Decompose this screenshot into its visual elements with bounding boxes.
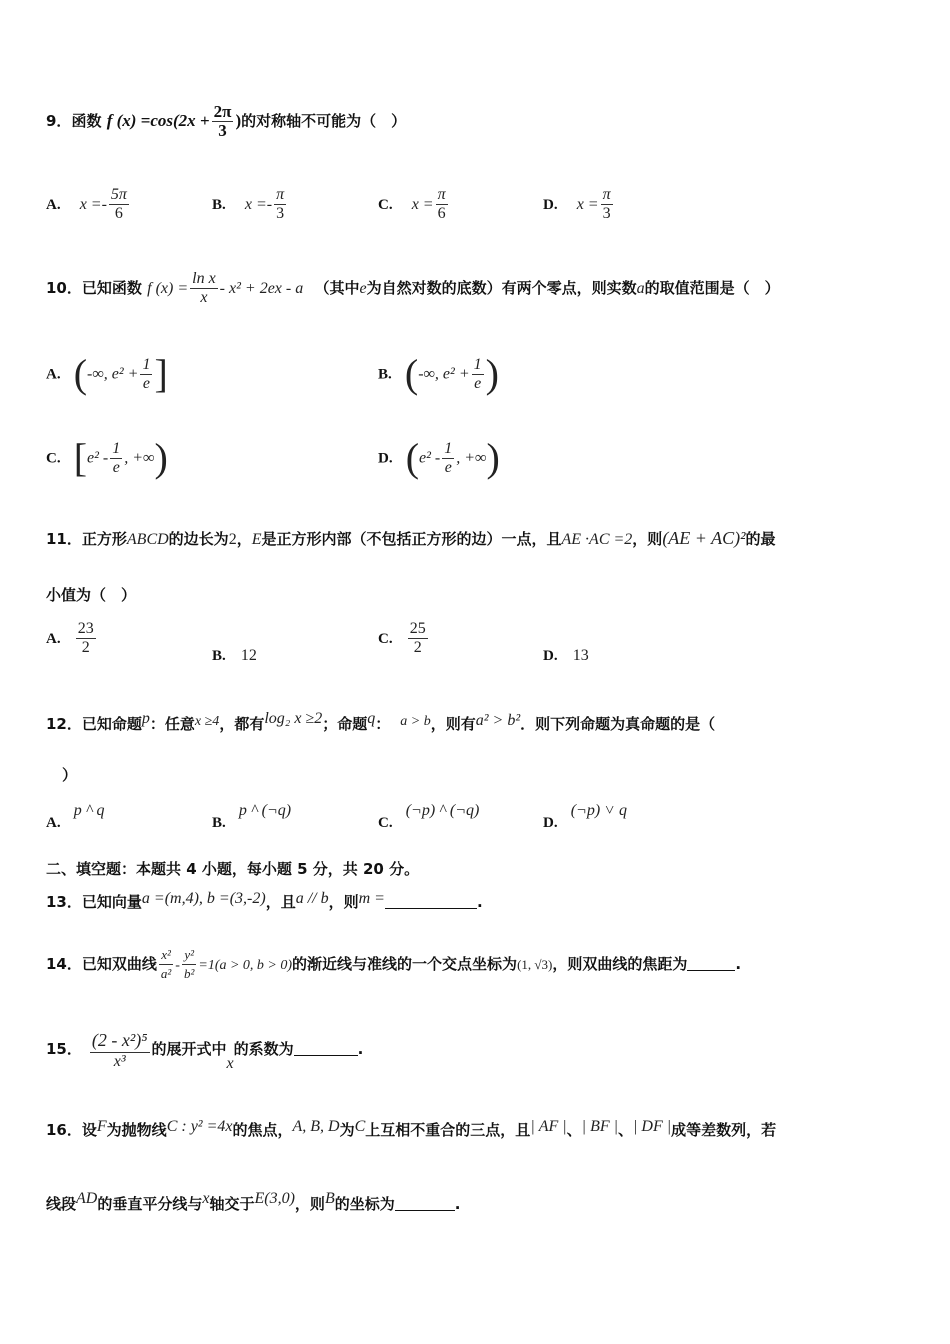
option-math-post: , +∞: [124, 449, 155, 467]
frac-num: 1: [473, 355, 482, 373]
q12-option-b[interactable]: [212, 800, 291, 832]
q11-expression: (AE + AC)²: [662, 528, 746, 548]
q13-ask: m =: [358, 890, 385, 907]
frac-num: 25: [409, 620, 426, 637]
q12-cond2: log₂ x ≥2: [264, 710, 323, 727]
question-16-line2: [46, 1190, 460, 1214]
q16-df: | DF |: [633, 1118, 672, 1135]
q11-line2: 小值为（ ）: [46, 586, 137, 604]
q14-minus: -: [175, 958, 180, 973]
q10-option-a[interactable]: [46, 351, 168, 396]
q16-text-5: 上互相不重合的三点，且: [365, 1121, 531, 1139]
q11-e: E: [251, 531, 262, 548]
option-label: C.: [378, 815, 393, 831]
q13-parallel: a // b: [295, 890, 329, 907]
frac-den: 3: [276, 205, 285, 222]
frac-den: e: [444, 458, 452, 476]
question-10: [46, 270, 780, 307]
q16-text-1: 设: [81, 1121, 97, 1139]
q15-fraction: [90, 1028, 150, 1071]
frac-den: b²: [183, 966, 195, 981]
q10-text-3: 的取值范围是（ ）: [644, 279, 780, 297]
frac-den: e: [142, 374, 150, 392]
option-label: C.: [378, 197, 393, 213]
question-14: [46, 946, 741, 983]
q10-function-lhs: f (x) =: [147, 280, 189, 297]
q16-B: B: [324, 1190, 335, 1207]
q14-text-1: 已知双曲线: [81, 955, 157, 973]
q16-AD: AD: [76, 1190, 98, 1207]
q10-number: 10．: [46, 279, 82, 297]
q16-x: x: [202, 1190, 210, 1207]
q15-text-1: 的展开式中: [151, 1040, 227, 1058]
q11-text-4: 是正方形内部（不包括正方形的边）一点，且: [261, 530, 562, 548]
option-fraction: [472, 356, 484, 393]
q16-E: E(3,0): [254, 1190, 295, 1207]
option-math-post: , +∞: [456, 449, 487, 467]
option-label: B.: [378, 366, 392, 383]
q13-answer-blank[interactable]: [385, 894, 477, 909]
q9-text-pre: 函数: [71, 112, 102, 130]
q10-option-d[interactable]: [378, 435, 500, 480]
frac-num: (2 - x²)⁵: [90, 1028, 150, 1053]
frac-num: x²: [159, 946, 173, 965]
option-math: (¬p) ˅ q: [570, 802, 627, 819]
q14-frac-1: [159, 946, 173, 983]
option-math: x =-: [244, 196, 273, 213]
q16-text-4: 为: [339, 1121, 355, 1139]
q9-option-d[interactable]: [543, 186, 615, 223]
q12-text-4: ；命题: [322, 715, 368, 733]
frac-num: 1: [444, 439, 453, 457]
q13-end: .: [476, 893, 483, 911]
q12-line2: ）: [62, 766, 78, 784]
q16-parabola: C : y² =4x: [166, 1118, 233, 1135]
q9-number: 9．: [46, 112, 72, 130]
q15-x: x: [226, 1055, 234, 1072]
q16-l2-text-1: 线段: [46, 1195, 77, 1213]
option-label: C.: [378, 631, 393, 647]
q11-option-d[interactable]: [543, 645, 589, 665]
q15-text-2: 的系数为: [233, 1040, 294, 1058]
q12-option-c[interactable]: [378, 800, 479, 832]
frac-den: 2: [413, 639, 422, 656]
question-9: [46, 103, 406, 140]
q13-vectors: a =(m,4), b =(3,-2): [141, 890, 266, 907]
q12-text-6: ，则有: [430, 715, 476, 733]
frac-den: e: [112, 458, 120, 476]
q11-text-2: 的边长为: [168, 530, 229, 548]
q15-end: .: [357, 1040, 364, 1058]
q12-p: p: [141, 710, 150, 727]
option-value: 13: [572, 647, 589, 664]
q12-text-7: ．则下列命题为真命题的是（: [520, 715, 716, 733]
option-math: -∞, e² +: [87, 365, 139, 383]
q13-text-1: 已知向量: [81, 893, 142, 911]
frac-den: 6: [114, 205, 123, 222]
option-label: A.: [46, 197, 61, 213]
close-bracket: ): [485, 351, 499, 396]
frac-num: 1: [142, 355, 151, 373]
option-label: D.: [543, 815, 558, 831]
option-label: B.: [212, 648, 226, 664]
q10-text-2: 为自然对数的底数）有两个零点，则实数: [366, 279, 637, 297]
option-label: B.: [212, 815, 226, 831]
q10-option-c[interactable]: [46, 435, 168, 480]
option-fraction: [110, 440, 122, 477]
q9-close: ): [235, 111, 242, 130]
option-label: A.: [46, 815, 61, 831]
option-value: 12: [240, 647, 257, 664]
option-math: p ^ q: [73, 802, 105, 819]
q16-bf: | BF |: [581, 1118, 619, 1135]
q12-text-1: 已知命题: [81, 715, 142, 733]
question-13: [46, 890, 483, 912]
q13-text-3: ，则: [328, 893, 359, 911]
q16-sep-2: 、: [618, 1121, 634, 1139]
q11-option-b[interactable]: [212, 645, 257, 665]
q16-text-3: 的焦点，: [232, 1121, 293, 1139]
frac-den: x: [200, 289, 208, 306]
q16-l2-text-2: 的垂直平分线与: [97, 1195, 203, 1213]
frac-num: π: [602, 186, 611, 203]
frac-den: 6: [437, 205, 446, 222]
close-bracket: ): [486, 435, 500, 480]
q16-F: F: [96, 1118, 107, 1135]
option-label: D.: [378, 450, 393, 467]
q14-equation-rest: =1(a > 0, b > 0): [198, 958, 293, 973]
q13-number: 13．: [46, 893, 82, 911]
option-label: C.: [46, 450, 61, 467]
q11-text-5: ，则: [632, 530, 663, 548]
frac-den: x³: [113, 1053, 126, 1070]
frac-num: π: [437, 186, 446, 203]
q11-option-a[interactable]: [46, 620, 98, 657]
option-label: A.: [46, 631, 61, 647]
q16-number: 16．: [46, 1121, 82, 1139]
q10-a: a: [636, 280, 645, 297]
q12-number: 12．: [46, 715, 82, 733]
q11-abcd: ABCD: [126, 531, 169, 548]
option-math: e² -: [87, 449, 109, 467]
q11-text-3: ，: [236, 530, 252, 548]
q10-text-pre: 已知函数: [81, 279, 142, 297]
option-label: A.: [46, 366, 61, 383]
option-math: e² -: [419, 449, 441, 467]
q11-text-1: 正方形: [81, 530, 127, 548]
frac-num: 1: [112, 439, 121, 457]
frac-num: 5π: [110, 186, 127, 203]
q14-answer-blank[interactable]: [687, 956, 735, 971]
option-math: (¬p) ^ (¬q): [405, 802, 480, 819]
frac-num: y²: [182, 946, 196, 965]
option-math: x =: [411, 196, 434, 213]
option-math: p ^ (¬q): [238, 802, 292, 819]
frac-num: ln x: [192, 270, 216, 287]
q9-fraction: [212, 103, 234, 140]
close-bracket: ): [154, 435, 168, 480]
option-fraction: [109, 186, 129, 223]
q14-point: (1, √3): [517, 957, 553, 972]
open-bracket: [: [73, 435, 88, 480]
q12-cond1: x ≥4: [194, 714, 220, 729]
open-bracket: (: [404, 351, 419, 396]
q12-text-3: ，都有: [219, 715, 265, 733]
section-2-heading: [46, 858, 419, 879]
q16-end: .: [454, 1195, 461, 1213]
frac-num: π: [276, 186, 285, 203]
q12-cond4: a² > b²: [475, 712, 521, 729]
q11-side: 2: [228, 531, 237, 548]
option-fraction: [601, 186, 613, 223]
q10-e: e: [359, 280, 367, 297]
q9-text-post: 的对称轴不可能为（ ）: [241, 112, 407, 130]
question-12-line2: [62, 764, 77, 785]
q9-function: f (x) =cos(2x +: [106, 111, 210, 130]
q16-l2-text-5: 的坐标为: [334, 1195, 395, 1213]
option-math: -∞, e² +: [418, 365, 470, 383]
option-fraction: [408, 620, 428, 657]
q9-option-c[interactable]: [378, 186, 450, 223]
q9-frac-num: 2π: [213, 102, 232, 121]
q12-cond3: a > b: [400, 714, 431, 729]
section-2-title: 二、填空题：本题共 4 小题，每小题 5 分，共 20 分。: [46, 860, 420, 878]
q11-number: 11．: [46, 530, 82, 548]
q11-option-c[interactable]: [378, 620, 430, 657]
q9-option-a[interactable]: [46, 186, 131, 223]
q16-answer-blank[interactable]: [395, 1196, 455, 1211]
q16-text-2: 为抛物线: [106, 1121, 167, 1139]
q14-number: 14．: [46, 955, 82, 973]
question-11: [46, 528, 776, 549]
q16-points: A, B, D: [292, 1118, 340, 1135]
q16-sep-1: 、: [566, 1121, 582, 1139]
q16-l2-text-4: ，则: [294, 1195, 325, 1213]
q15-answer-blank[interactable]: [294, 1041, 358, 1056]
option-fraction: [76, 620, 96, 657]
open-bracket: (: [405, 435, 420, 480]
q12-text-5: ：: [375, 715, 391, 733]
q14-end: .: [735, 955, 742, 973]
option-math: x =: [576, 196, 599, 213]
q16-af: | AF |: [530, 1118, 567, 1135]
option-label: D.: [543, 197, 558, 213]
q12-option-a[interactable]: [46, 800, 104, 832]
question-12: [46, 710, 715, 734]
option-math: x =-: [79, 196, 107, 213]
q10-option-b[interactable]: [378, 351, 499, 396]
option-fraction: [442, 440, 454, 477]
q14-text-2: 的渐近线与准线的一个交点坐标为: [292, 955, 518, 973]
q16-text-6: 成等差数列，若: [671, 1121, 777, 1139]
q14-frac-2: [182, 946, 196, 983]
option-fraction: [140, 356, 152, 393]
q10-function-rest: - x² + 2ex - a: [219, 280, 304, 297]
frac-den: 3: [602, 205, 611, 222]
frac-den: e: [474, 374, 482, 392]
q15-number: 15．: [46, 1040, 82, 1058]
option-label: D.: [543, 648, 558, 664]
q11-condition: AE ·AC =2: [561, 531, 633, 548]
option-fraction: [274, 186, 286, 223]
close-bracket: ]: [154, 351, 168, 396]
q10-fraction: [190, 270, 218, 307]
frac-den: 2: [81, 639, 90, 656]
q16-l2-text-3: 轴交于: [209, 1195, 255, 1213]
q14-text-3: ，则双曲线的焦距为: [552, 955, 688, 973]
q13-text-2: ，且: [265, 893, 296, 911]
q16-C: C: [354, 1118, 366, 1135]
question-11-line2: [46, 584, 136, 605]
q10-text-1: （其中: [314, 279, 360, 297]
q12-text-2: ：任意: [149, 715, 195, 733]
q9-option-b[interactable]: [212, 186, 288, 223]
frac-den: a²: [160, 966, 172, 981]
option-fraction: [436, 186, 448, 223]
q9-frac-den: 3: [218, 121, 227, 140]
q11-text-6: 的最: [745, 530, 776, 548]
question-16: [46, 1118, 776, 1140]
q12-q: q: [367, 710, 376, 727]
open-bracket: (: [73, 351, 88, 396]
option-label: B.: [212, 197, 226, 213]
frac-num: 23: [77, 620, 94, 637]
question-15: [46, 1028, 363, 1073]
q12-option-d[interactable]: [543, 800, 627, 832]
